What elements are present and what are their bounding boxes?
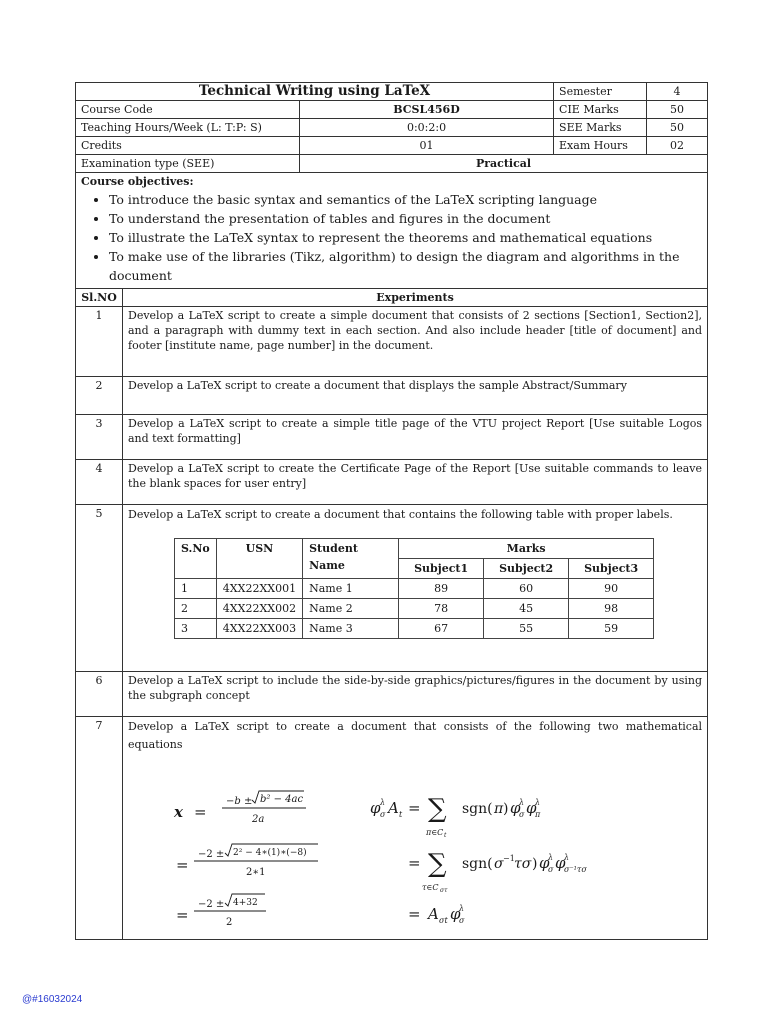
exam-type-label: Examination type (SEE) xyxy=(76,155,300,173)
usn-cell: 4XX22XX002 xyxy=(216,598,302,618)
svg-text:): ) xyxy=(503,801,509,817)
experiment-row xyxy=(76,460,708,505)
slno-header: Sl.NO xyxy=(76,289,123,307)
experiment-number: 2 xyxy=(76,377,123,415)
syllabus-document xyxy=(75,82,707,940)
svg-text:sgn(: sgn( xyxy=(462,856,493,872)
credits-label: Credits xyxy=(76,137,300,155)
subject3-cell: 98 xyxy=(569,598,654,618)
summation-equation xyxy=(370,794,587,925)
svg-text:∑: ∑ xyxy=(428,849,447,879)
svg-text:=: = xyxy=(408,799,421,817)
svg-text:τσ: τσ xyxy=(514,856,532,872)
svg-text:φ: φ xyxy=(526,799,537,817)
svg-text:σ: σ xyxy=(519,810,525,819)
table-row xyxy=(175,618,654,638)
experiment-cell xyxy=(123,505,708,672)
svg-text:σ: σ xyxy=(380,810,386,819)
objective-item: • To make use of the libraries (Tikz, algorithm) to design the diagram and algorithms in the document xyxy=(109,247,702,285)
experiment-number: 4 xyxy=(76,460,123,505)
usn-cell: 4XX22XX001 xyxy=(216,578,302,598)
svg-text:σ: σ xyxy=(494,856,504,872)
experiment-text: Develop a LaTeX script to create a document that displays the sample Abstract/Summary xyxy=(123,377,708,415)
experiment-number: 3 xyxy=(76,415,123,460)
name-cell: Name 1 xyxy=(303,578,399,598)
svg-text:σt: σt xyxy=(439,916,448,925)
svg-text:sgn(: sgn( xyxy=(462,801,493,817)
svg-text:2a: 2a xyxy=(252,814,265,825)
experiment-text: Develop a LaTeX script to include the side-by-side graphics/pictures/figures in the document by using the subgraph concept xyxy=(123,672,708,717)
svg-text:=: = xyxy=(408,854,421,872)
usn-cell: 4XX22XX003 xyxy=(216,618,302,638)
svg-text:−1: −1 xyxy=(503,854,515,863)
objective-item: • To illustrate the LaTeX syntax to represent the theorems and mathematical equations xyxy=(109,228,702,247)
svg-text:φ: φ xyxy=(539,854,550,872)
svg-text:σ⁻¹τσ: σ⁻¹τσ xyxy=(564,865,587,874)
experiment-text: Develop a LaTeX script to create the Certificate Page of the Report [Use suitable commands to leave the blank spaces for user entry] xyxy=(123,460,708,505)
experiment-text: Develop a LaTeX script to create a simple document that consists of 2 sections [Section1, Section2], and a paragraph with dummy text in each section. And also include header [title of document] and footer [institute name, page number] in the document. xyxy=(123,307,708,377)
subject2-cell: 60 xyxy=(484,578,569,598)
subject3-cell: 59 xyxy=(569,618,654,638)
svg-text:=: = xyxy=(194,803,207,821)
svg-text:τ∈C: τ∈C xyxy=(422,883,439,892)
subject-header: Subject1 xyxy=(399,558,484,578)
svg-text:x: x xyxy=(174,803,183,821)
course-table xyxy=(75,82,708,940)
svg-text:λ: λ xyxy=(535,798,541,807)
exam-hours-value: 02 xyxy=(647,137,708,155)
objective-item: • To understand the presentation of tables and figures in the document xyxy=(109,209,702,228)
svg-text:φ: φ xyxy=(450,905,461,923)
svg-text:σ: σ xyxy=(459,916,465,925)
svg-text:π: π xyxy=(494,801,504,817)
exam-type-value: Practical xyxy=(300,155,708,173)
experiments-header-row xyxy=(76,289,708,307)
svg-text:−2 ±: −2 ± xyxy=(198,849,225,860)
course-code-row xyxy=(76,101,708,119)
svg-text:): ) xyxy=(532,856,538,872)
svg-text:A: A xyxy=(428,905,439,923)
svg-text:φ: φ xyxy=(510,799,521,817)
experiment-text: Develop a LaTeX script to create a document that consists of the following two mathematical equations xyxy=(128,720,703,751)
experiment-row xyxy=(76,717,708,940)
experiment-row xyxy=(76,307,708,377)
exam-hours-label: Exam Hours xyxy=(554,137,647,155)
subject-header: Subject3 xyxy=(569,558,654,578)
experiment-row xyxy=(76,672,708,717)
table-row xyxy=(175,578,654,598)
svg-text:=: = xyxy=(408,905,421,923)
experiment-row xyxy=(76,377,708,415)
sno-cell: 2 xyxy=(175,598,217,618)
svg-text:λ: λ xyxy=(380,798,386,807)
usn-header: USN xyxy=(216,538,302,578)
objectives-heading: Course objectives: xyxy=(81,175,194,188)
objectives-list xyxy=(81,190,702,285)
course-code-value: BCSL456D xyxy=(300,101,554,119)
svg-text:=: = xyxy=(176,856,189,874)
student-name-header: Student Name xyxy=(303,538,399,578)
subject2-cell: 45 xyxy=(484,598,569,618)
svg-text:φ: φ xyxy=(555,854,566,872)
semester-label: Semester xyxy=(554,83,647,101)
subject1-cell: 89 xyxy=(399,578,484,598)
see-marks-label: SEE Marks xyxy=(554,119,647,137)
svg-text:π: π xyxy=(535,810,541,819)
footer-stamp: @#16032024 xyxy=(22,994,83,1005)
experiment-text: Develop a LaTeX script to create a document that contains the following table with proper labels. xyxy=(128,508,673,521)
subject-header: Subject2 xyxy=(484,558,569,578)
course-title: Technical Writing using LaTeX xyxy=(76,83,554,101)
cie-marks-value: 50 xyxy=(647,101,708,119)
svg-text:σ: σ xyxy=(548,865,554,874)
marks-header-row xyxy=(175,538,654,558)
marks-table xyxy=(174,538,654,639)
svg-text:λ: λ xyxy=(548,853,554,862)
subject1-cell: 78 xyxy=(399,598,484,618)
sno-cell: 1 xyxy=(175,578,217,598)
equations-graphic xyxy=(128,753,708,938)
subject2-cell: 55 xyxy=(484,618,569,638)
svg-text:2: 2 xyxy=(226,917,233,928)
svg-text:στ: στ xyxy=(440,887,448,894)
svg-text:4+32: 4+32 xyxy=(233,898,258,908)
objectives-cell xyxy=(76,173,708,289)
svg-text:π∈C: π∈C xyxy=(426,828,444,837)
credits-row xyxy=(76,137,708,155)
teaching-hours-label: Teaching Hours/Week (L: T:P: S) xyxy=(76,119,300,137)
subject1-cell: 67 xyxy=(399,618,484,638)
sno-cell: 3 xyxy=(175,618,217,638)
svg-text:2∗1: 2∗1 xyxy=(246,867,266,878)
experiments-header: Experiments xyxy=(123,289,708,307)
table-row xyxy=(175,598,654,618)
svg-text:t: t xyxy=(399,810,403,819)
sno-header: S.No xyxy=(175,538,217,578)
experiment-cell xyxy=(123,717,708,940)
exam-type-row xyxy=(76,155,708,173)
experiment-number: 5 xyxy=(76,505,123,672)
svg-text:b² − 4ac: b² − 4ac xyxy=(260,794,304,805)
experiment-text: Develop a LaTeX script to create a simple title page of the VTU project Report [Use suitable Logos and text formatting] xyxy=(123,415,708,460)
svg-text:φ: φ xyxy=(370,799,381,817)
svg-text:−2 ±: −2 ± xyxy=(198,899,225,910)
experiment-number: 6 xyxy=(76,672,123,717)
objective-item: • To introduce the basic syntax and semantics of the LaTeX scripting language xyxy=(109,190,702,209)
teaching-hours-value: 0:0:2:0 xyxy=(300,119,554,137)
svg-text:t: t xyxy=(444,832,447,839)
equations-area xyxy=(128,753,702,938)
experiment-row xyxy=(76,415,708,460)
svg-text:λ: λ xyxy=(459,904,465,913)
svg-text:λ: λ xyxy=(564,853,570,862)
credits-value: 01 xyxy=(300,137,554,155)
experiment-number: 7 xyxy=(76,717,123,940)
name-cell: Name 2 xyxy=(303,598,399,618)
hours-row xyxy=(76,119,708,137)
svg-text:=: = xyxy=(176,906,189,924)
svg-text:2² − 4∗(1)∗(−8): 2² − 4∗(1)∗(−8) xyxy=(233,848,307,858)
name-cell: Name 3 xyxy=(303,618,399,638)
experiment-row xyxy=(76,505,708,672)
svg-text:−b ±: −b ± xyxy=(226,796,253,807)
marks-header: Marks xyxy=(399,538,654,558)
objectives-row xyxy=(76,173,708,289)
semester-value: 4 xyxy=(647,83,708,101)
cie-marks-label: CIE Marks xyxy=(554,101,647,119)
svg-text:A: A xyxy=(388,799,399,817)
course-code-label: Course Code xyxy=(76,101,300,119)
quadratic-equation xyxy=(173,791,318,928)
see-marks-value: 50 xyxy=(647,119,708,137)
svg-text:∑: ∑ xyxy=(428,794,447,824)
subject3-cell: 90 xyxy=(569,578,654,598)
svg-text:λ: λ xyxy=(519,798,525,807)
title-row xyxy=(76,83,708,101)
experiment-number: 1 xyxy=(76,307,123,377)
